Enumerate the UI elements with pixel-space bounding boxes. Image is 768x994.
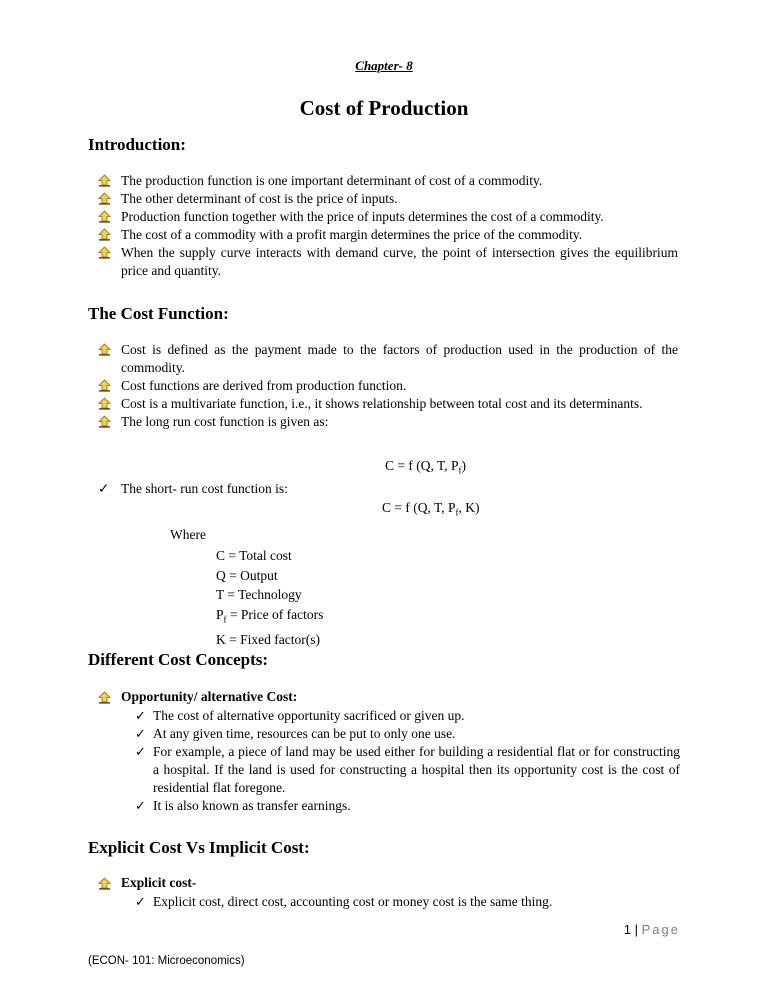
explicit-implicit-heading: Explicit Cost Vs Implicit Cost: — [88, 838, 310, 857]
list-item: The production function is one important determinant of cost of a commodity. — [98, 172, 678, 190]
arrow-bullet-icon — [98, 415, 111, 428]
list-item: Production function together with the price of inputs determines the cost of a commodity. — [98, 208, 678, 226]
intro-heading: Introduction: — [88, 135, 186, 154]
list-item: Cost functions are derived from production function. — [98, 377, 678, 395]
cost-function-list — [98, 341, 678, 431]
course-footer: (ECON- 101: Microeconomics) — [88, 955, 245, 967]
short-run-label: The short- run cost function is: — [121, 481, 288, 496]
chapter-label: Chapter- 8 — [355, 58, 413, 73]
arrow-bullet-icon — [98, 397, 111, 410]
check-icon: ✓ — [135, 798, 146, 813]
list-item: ✓ Explicit cost, direct cost, accounting cost or money cost is the same thing. — [135, 894, 553, 909]
def-q: Q = Output — [216, 567, 278, 583]
check-icon: ✓ — [135, 726, 146, 741]
opportunity-cost-title: Opportunity/ alternative Cost: — [98, 689, 297, 705]
arrow-bullet-icon — [98, 246, 111, 259]
list-item: ✓ For example, a piece of land may be used either for building a residential flat or for constructing a hospital. If the land is used for constructing a hospital then its opportunity cost is the cost of residential flat foregone. — [135, 744, 680, 795]
list-item: ✓ At any given time, resources can be put to only one use. — [135, 726, 456, 741]
check-icon: ✓ — [98, 481, 110, 496]
arrow-bullet-icon — [98, 228, 111, 241]
list-item: ✓ The cost of alternative opportunity sacrificed or given up. — [135, 708, 465, 723]
check-icon: ✓ — [135, 744, 146, 759]
arrow-bullet-icon — [98, 174, 111, 187]
arrow-bullet-icon — [98, 343, 111, 356]
variable-definitions — [216, 546, 323, 649]
check-icon: ✓ — [135, 708, 146, 723]
short-run-formula: C = f (Q, T, $P_f$, K) — [382, 500, 480, 518]
def-t: T = Technology — [216, 587, 302, 602]
list-item: The other determinant of cost is the price of inputs. — [98, 190, 678, 208]
check-item — [98, 480, 109, 498]
check-icon: ✓ — [135, 894, 146, 909]
page-number: 1 | Page — [623, 922, 680, 937]
cost-concepts-heading: Different Cost Concepts: — [88, 650, 269, 669]
arrow-bullet-icon — [98, 192, 111, 205]
list-item: The cost of a commodity with a profit margin determines the price of the commodity. — [98, 226, 678, 244]
explicit-cost-title: Explicit cost- — [98, 875, 196, 891]
arrow-bullet-icon — [98, 379, 111, 392]
opportunity-points — [135, 707, 680, 815]
arrow-bullet-icon — [98, 210, 111, 223]
arrow-bullet-icon — [98, 877, 111, 890]
def-pf: $P_f$ = Price of factors — [216, 606, 324, 625]
def-c: C = Total cost — [216, 548, 292, 563]
explicit-points — [135, 893, 680, 911]
where-label: Where — [170, 527, 206, 542]
list-item: The long run cost function is given as: — [98, 413, 678, 431]
list-item: When the supply curve interacts with demand curve, the point of intersection gives the equilibrium price and quantity. — [98, 244, 678, 280]
def-k: K = Fixed factor(s) — [216, 631, 320, 647]
arrow-bullet-icon — [98, 691, 111, 704]
long-run-formula: C = f (Q, T, $P_f$) — [385, 458, 466, 476]
list-item: Cost is a multivariate function, i.e., it shows relationship between total cost and its determinants. — [98, 395, 678, 413]
page-title: Cost of Production — [299, 96, 469, 120]
list-item: ✓ It is also known as transfer earnings. — [135, 798, 351, 813]
intro-list — [98, 172, 678, 280]
cost-function-heading: The Cost Function: — [88, 304, 229, 323]
list-item: Cost is defined as the payment made to the factors of production used in the production of the commodity. — [98, 341, 678, 377]
